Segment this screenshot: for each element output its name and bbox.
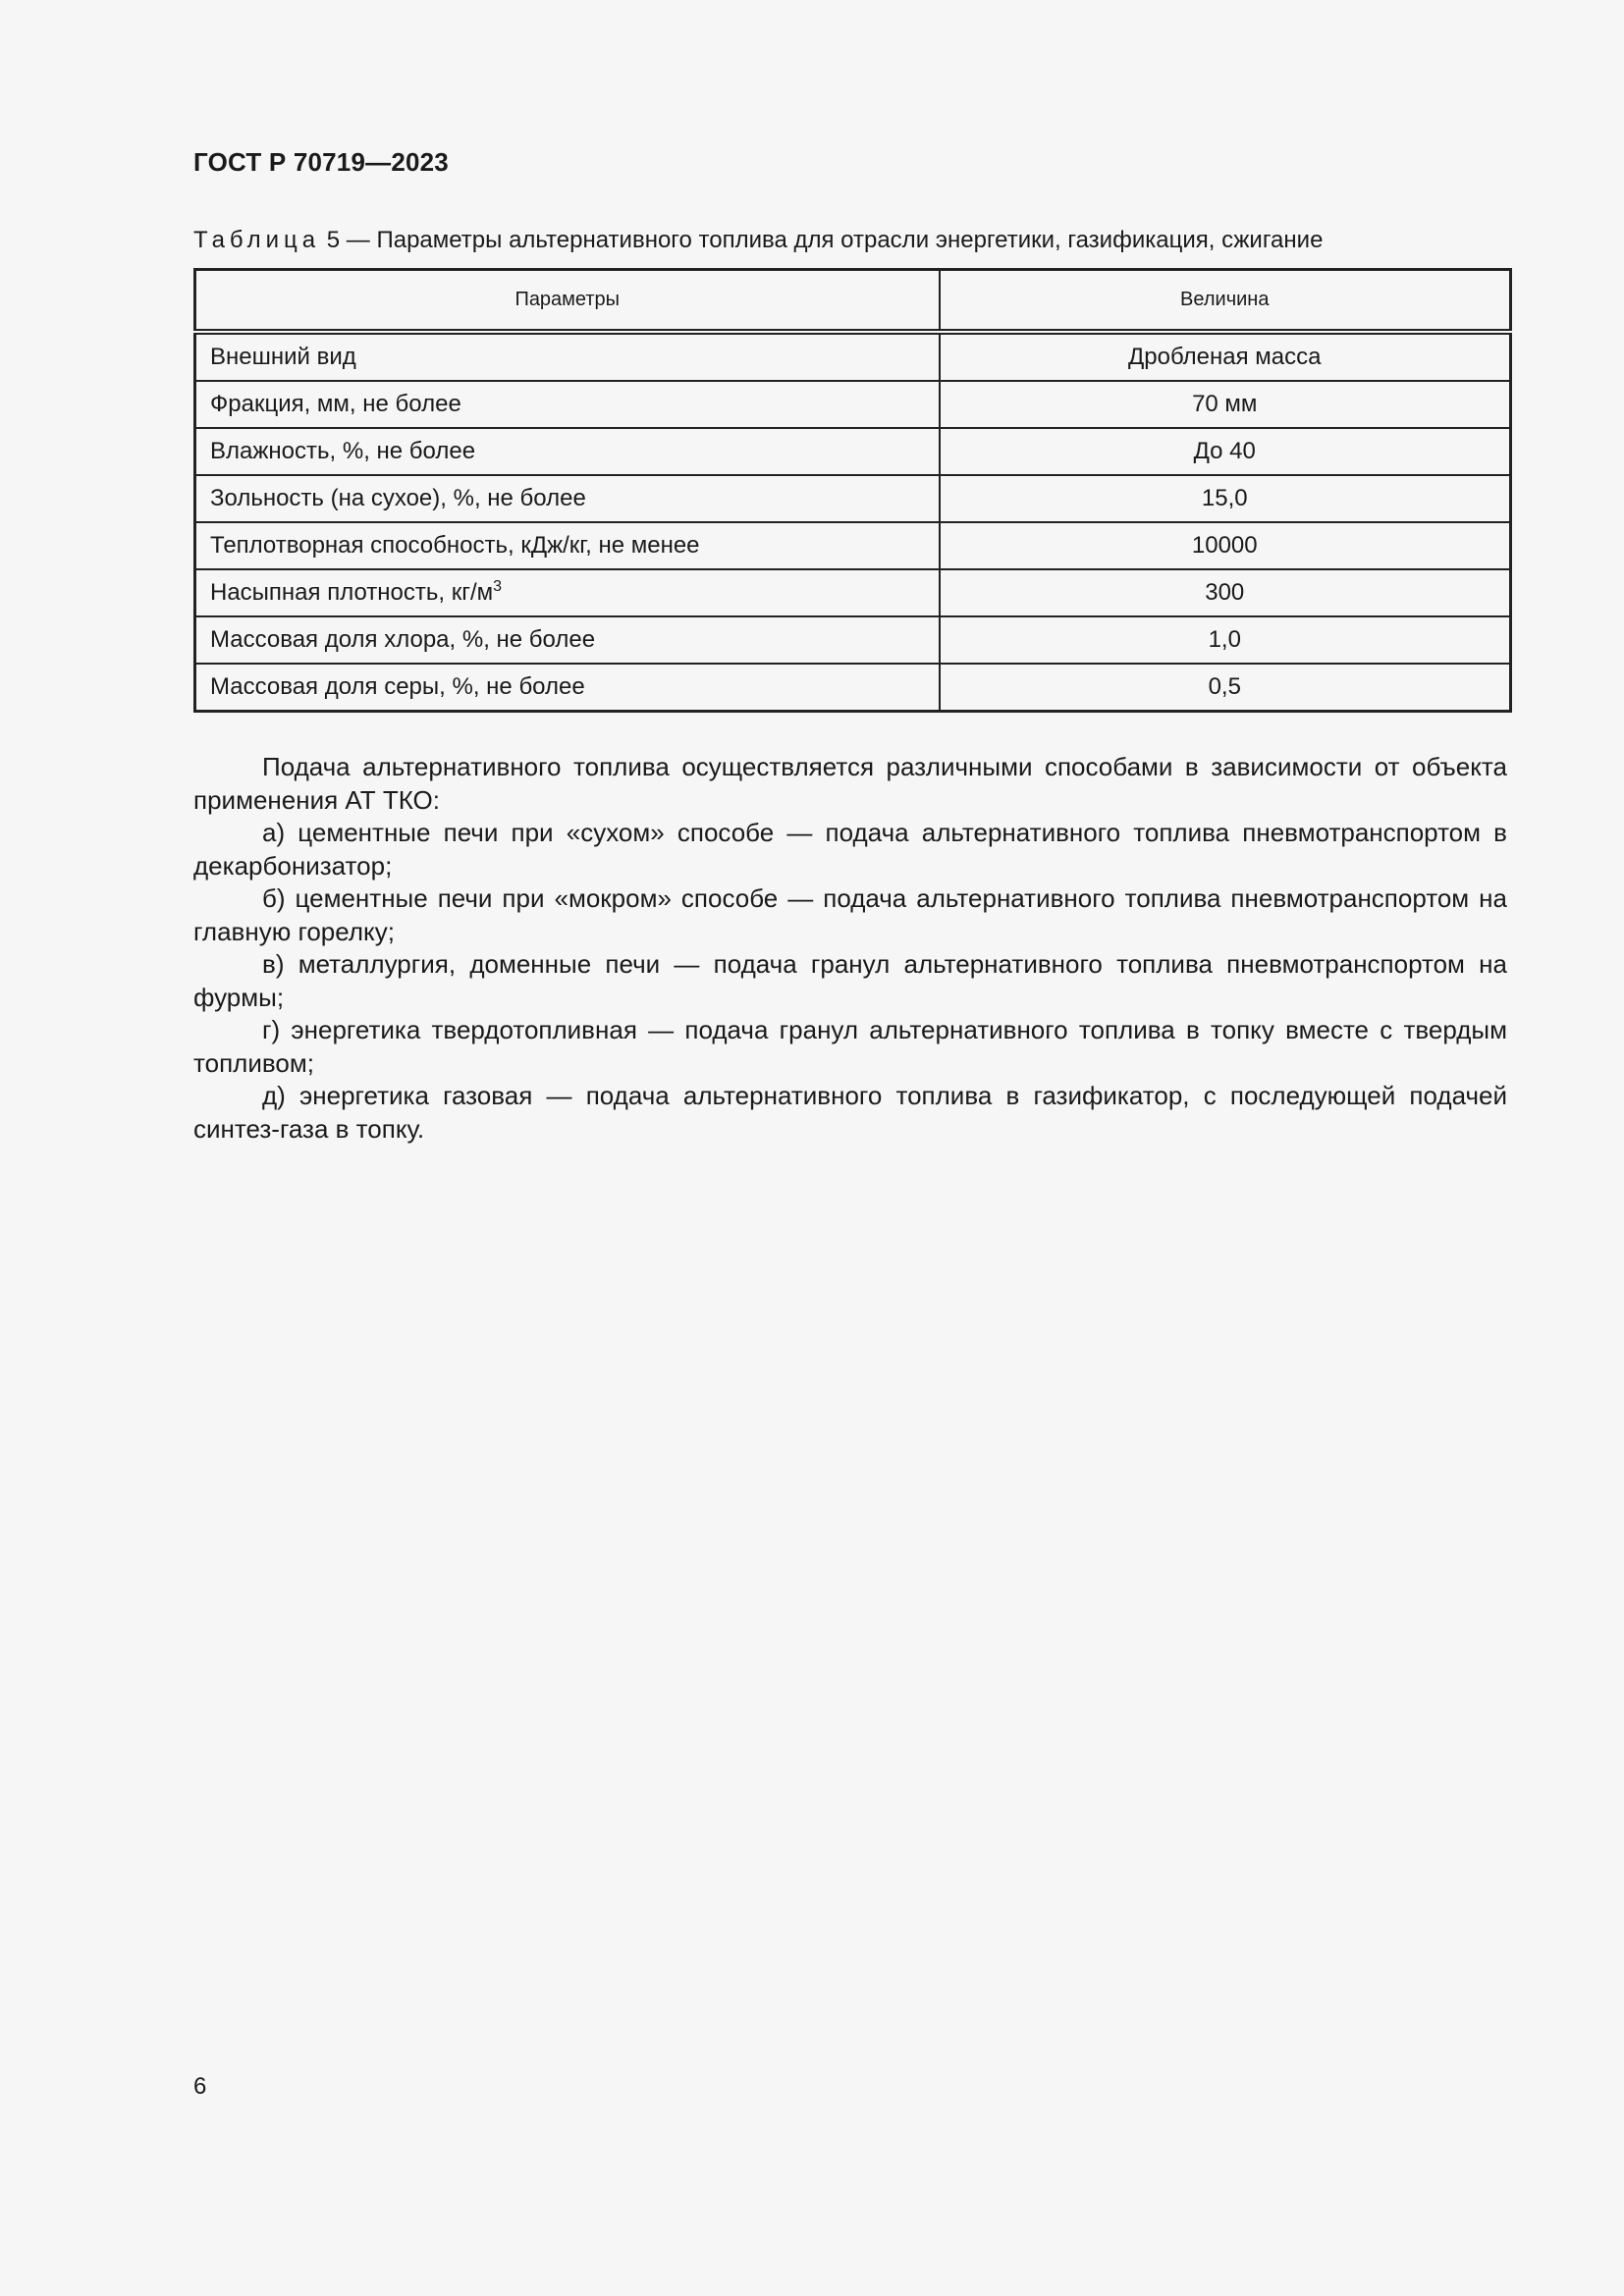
parameter-name (195, 569, 940, 616)
table-row (195, 522, 1511, 569)
parameter-value: 70 мм (940, 381, 1511, 428)
table-row (195, 616, 1511, 664)
page-number: 6 (193, 2073, 207, 2100)
column-header-parameters: Параметры (195, 270, 940, 333)
table-caption (193, 227, 1323, 254)
parameter-name: Внешний вид (195, 332, 940, 381)
list-item: а) цементные печи при «сухом» способе — подача альтернативного топлива пневмотранспортом в декарбонизатор; (193, 818, 1507, 881)
list-item: в) металлургия, доменные печи — подача гранул альтернативного топлива пневмотранспортом на фурмы; (193, 949, 1507, 1012)
parameter-value: До 40 (940, 428, 1511, 475)
table-row (195, 475, 1511, 522)
document-designation: ГОСТ Р 70719—2023 (193, 147, 449, 177)
table-row (195, 664, 1511, 712)
table-header-row (195, 270, 1511, 333)
parameter-value: Дробленая масса (940, 332, 1511, 381)
parameters-table (193, 268, 1512, 713)
parameter-value: 10000 (940, 522, 1511, 569)
unit-superscript: 3 (493, 578, 503, 595)
table-row (195, 569, 1511, 616)
body-text (193, 751, 1507, 1146)
parameter-name: Массовая доля хлора, %, не более (195, 616, 940, 664)
list-item: б) цементные печи при «мокром» способе — подача альтернативного топлива пневмотранспортом на главную горелку; (193, 883, 1507, 946)
parameter-value: 1,0 (940, 616, 1511, 664)
table-row (195, 428, 1511, 475)
column-header-value: Величина (940, 270, 1511, 333)
parameter-value: 0,5 (940, 664, 1511, 712)
list-item: г) энергетика твердотопливная — подача гранул альтернативного топлива в топку вместе с твердым топливом; (193, 1015, 1507, 1078)
table-caption-word: Таблица (193, 227, 321, 253)
list-item: д) энергетика газовая — подача альтернативного топлива в газификатор, с последующей подачей синтез-газа в топку. (193, 1081, 1507, 1144)
parameter-name-text: Насыпная плотность, кг/м (210, 579, 494, 606)
parameter-value: 300 (940, 569, 1511, 616)
parameter-name: Теплотворная способность, кДж/кг, не менее (195, 522, 940, 569)
table-caption-title: 5 — Параметры альтернативного топлива для отрасли энергетики, газификация, сжигание (326, 227, 1324, 253)
table-row (195, 332, 1511, 381)
parameter-name: Массовая доля серы, %, не более (195, 664, 940, 712)
parameter-name: Влажность, %, не более (195, 428, 940, 475)
intro-paragraph: Подача альтернативного топлива осуществляется различными способами в зависимости от объекта применения АТ ТКО: (193, 752, 1507, 815)
parameter-name: Зольность (на сухое), %, не более (195, 475, 940, 522)
table-row (195, 381, 1511, 428)
parameter-value: 15,0 (940, 475, 1511, 522)
parameter-name: Фракция, мм, не более (195, 381, 940, 428)
